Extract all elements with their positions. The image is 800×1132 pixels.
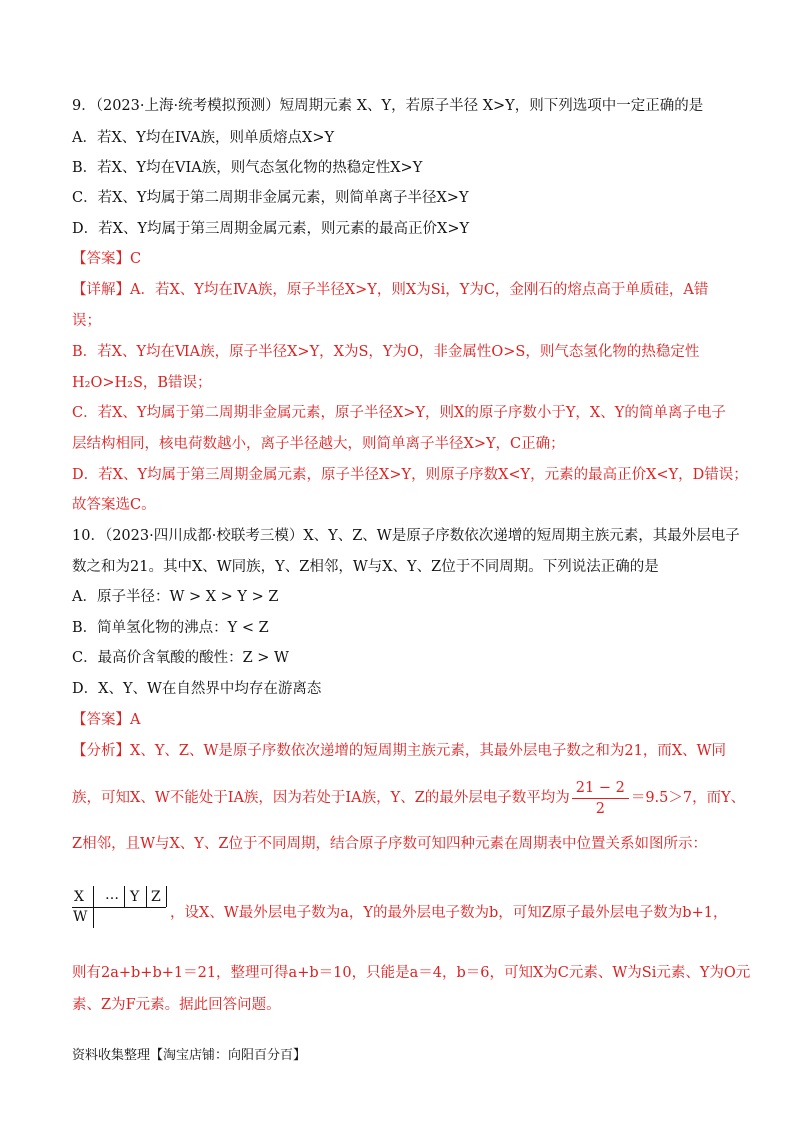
q10-analysis-line-2	[72, 776, 744, 820]
analysis-text: ＝9.5＞7，而Y、	[630, 790, 746, 806]
answer-tag: 【答案】	[72, 712, 130, 728]
periodic-table-fragment	[72, 886, 168, 928]
fraction-denominator: 2	[595, 800, 605, 817]
q10-analysis-line-6: 素、Z为F元素。据此回答问题。	[72, 997, 281, 1013]
q9-detail-line-5: C．若X、Y均属于第二周期非金属元素，原子半径X>Y，则X的原子序数小于Y，X、Y的简单离子电子	[72, 405, 726, 421]
q10-option-b: B．简单氢化物的沸点：Y < Z	[72, 620, 269, 636]
q9-detail-line-3: B．若X、Y均在ⅥA族，原子半径X>Y，X为S，Y为O，非金属性O>S，则气态氢化物的热稳定性	[72, 344, 700, 360]
answer-value: A	[130, 712, 141, 728]
fraction	[572, 778, 629, 819]
table-divider	[124, 886, 125, 907]
q10-answer	[72, 709, 744, 731]
page-footer: 资料收集整理【淘宝店铺：向阳百分百】	[72, 1048, 307, 1063]
q9-detail-line-6: 层结构相同，核电荷数越小，离子半径越大，则简单离子半径X>Y，C正确；	[72, 436, 565, 452]
table-cell-y: Y	[130, 889, 140, 905]
detail-tag: 【详解】	[72, 282, 130, 298]
table-divider	[93, 886, 94, 928]
q9-option-b: B．若X、Y均在VIA族，则气态氢化物的热稳定性X>Y	[72, 160, 423, 176]
q10-stem-line-1: 10．（2023·四川成都·校联考三模）X、Y、Z、W是原子序数依次递增的短周期主族元素，其最外层电子	[72, 528, 740, 544]
fraction-numerator: 21 − 2	[572, 778, 629, 799]
q9-option-a: A．若X、Y均在IVA族，则单质熔点X>Y	[72, 130, 335, 146]
analysis-text: X、Y、Z、W是原子序数依次递增的短周期主族元素，其最外层电子数之和为21，而X、W同	[130, 743, 727, 759]
table-cell-ellipsis: …	[105, 887, 119, 903]
q9-detail-line-2: 误；	[72, 313, 101, 329]
table-cell-z: Z	[151, 889, 161, 905]
q10-option-d: D．X、Y、W在自然界中均存在游离态	[72, 681, 322, 697]
q9-answer	[72, 248, 744, 270]
detail-text: A．若X、Y均在ⅣA族，原子半径X>Y，则X为Si，Y为C，金刚石的熔点高于单质硅，A错	[130, 282, 709, 298]
q9-detail-line-8: 故答案选C。	[72, 497, 156, 513]
q9-detail-line-1	[72, 279, 744, 301]
q9-detail-line-7: D．若X、Y均属于第三周期金属元素，原子半径X>Y，则原子序数X<Y，元素的最高正价X<Y，D错误；	[72, 467, 748, 483]
q10-analysis-line-3: Z相邻，且W与X、Y、Z位于不同周期，结合原子序数可知四种元素在周期表中位置关系如图所示：	[72, 836, 707, 852]
answer-value: C	[130, 251, 142, 267]
analysis-tag: 【分析】	[72, 743, 130, 759]
analysis-text: 族，可知X、W不能处于IA族，因为若处于IA族，Y、Z的最外层电子数平均为	[72, 790, 570, 806]
table-cell-w: W	[73, 909, 88, 925]
q9-option-d: D．若X、Y均属于第三周期金属元素，则元素的最高正价X>Y	[72, 221, 470, 237]
table-divider	[146, 886, 147, 907]
q10-analysis-line-5: 则有2a+b+b+1＝21，整理可得a+b＝10，只能是a＝4，b＝6，可知X为C元素、W为Si元素、Y为O元	[72, 965, 751, 981]
table-cell-x: X	[74, 889, 84, 905]
q10-analysis-line-4: ，设X、W最外层电子数为a，Y的最外层电子数为b，可知Z原子最外层电子数为b+1，	[170, 905, 728, 921]
table-divider	[72, 907, 166, 908]
q9-detail-line-4: H₂O>H₂S，B错误；	[72, 375, 212, 391]
q10-analysis-line-1	[72, 740, 744, 762]
answer-tag: 【答案】	[72, 251, 130, 267]
q10-option-a: A．原子半径：W > X > Y > Z	[72, 589, 279, 605]
q9-stem: 9．（2023·上海·统考模拟预测）短周期元素 X、Y，若原子半径 X>Y，则下列选项中一定正确的是	[72, 98, 704, 114]
q10-stem-line-2: 数之和为21。其中X、W同族，Y、Z相邻，W与X、Y、Z位于不同周期。下列说法正确的是	[72, 559, 659, 575]
q9-option-c: C．若X、Y均属于第二周期非金属元素，则简单离子半径X>Y	[72, 190, 469, 206]
table-divider	[166, 886, 167, 907]
q10-option-c: C．最高价含氧酸的酸性：Z > W	[72, 650, 289, 666]
